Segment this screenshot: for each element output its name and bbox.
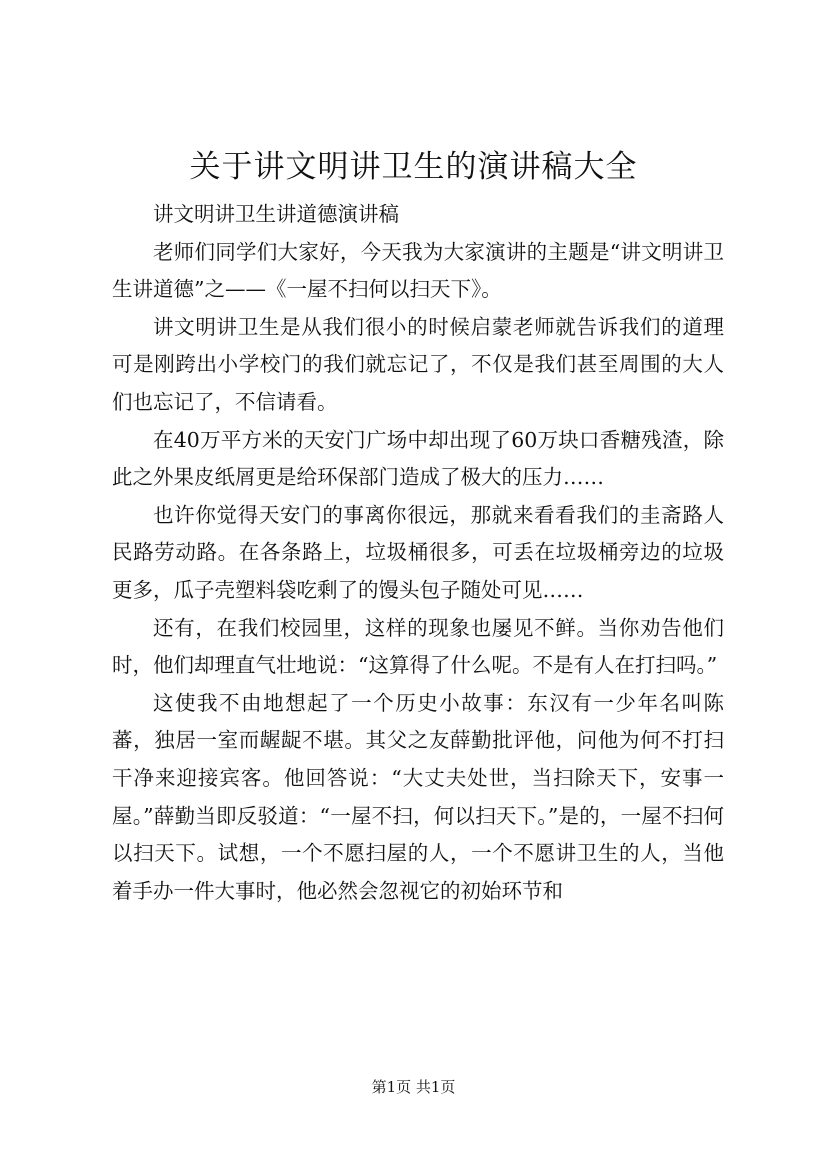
paragraph-greeting: 老师们同学们大家好，今天我为大家演讲的主题是“讲文明讲卫生讲道德”之——《一屋不扫何以扫天下》。 [112, 239, 724, 302]
document-title: 关于讲文明讲卫生的演讲稿大全 [189, 149, 638, 185]
paragraph-local-roads: 也许你觉得天安门的事离你很远，那就来看看我们的圭斋路人民路劳动路。在各条路上，垃圾桶很多，可丢在垃圾桶旁边的垃圾更多，瓜子壳塑料袋吃剩了的馒头包子随处可见…… [112, 502, 724, 602]
paragraph-history-story: 这使我不由地想起了一个历史小故事：东汉有一少年名叫陈蕃，独居一室而龌龊不堪。其父之友薛勤批评他，问他为何不打扫干净来迎接宾客。他回答说：“大丈夫处世，当扫除天下，安事一屋。”薛勤当即反驳道：“一屋不扫，何以扫天下。”是的，一屋不扫何以扫天下。试想，一个不愿扫屋的人，一个不愿讲卫生的人，当他着手办一件大事时，他必然会忽视它的初始环节和 [112, 690, 724, 903]
paragraph-childhood-lesson: 讲文明讲卫生是从我们很小的时候启蒙老师就告诉我们的道理可是刚跨出小学校门的我们就忘记了，不仅是我们甚至周围的大人们也忘记了，不信请看。 [112, 314, 724, 414]
document-body [112, 196, 724, 910]
page-footer: 第1页 共1页 [371, 1078, 456, 1096]
paragraph-subtitle: 讲文明讲卫生讲道德演讲稿 [153, 202, 399, 226]
paragraph-tiananmen: 在40万平方米的天安门广场中却出现了60万块口香糖残渣，除此之外果皮纸屑更是给环保部门造成了极大的压力…… [112, 427, 724, 490]
paragraph-campus: 还有，在我们校园里，这样的现象也屡见不鲜。当你劝告他们时，他们却理直气壮地说：“这算得了什么呢。不是有人在打扫吗。” [112, 615, 724, 678]
